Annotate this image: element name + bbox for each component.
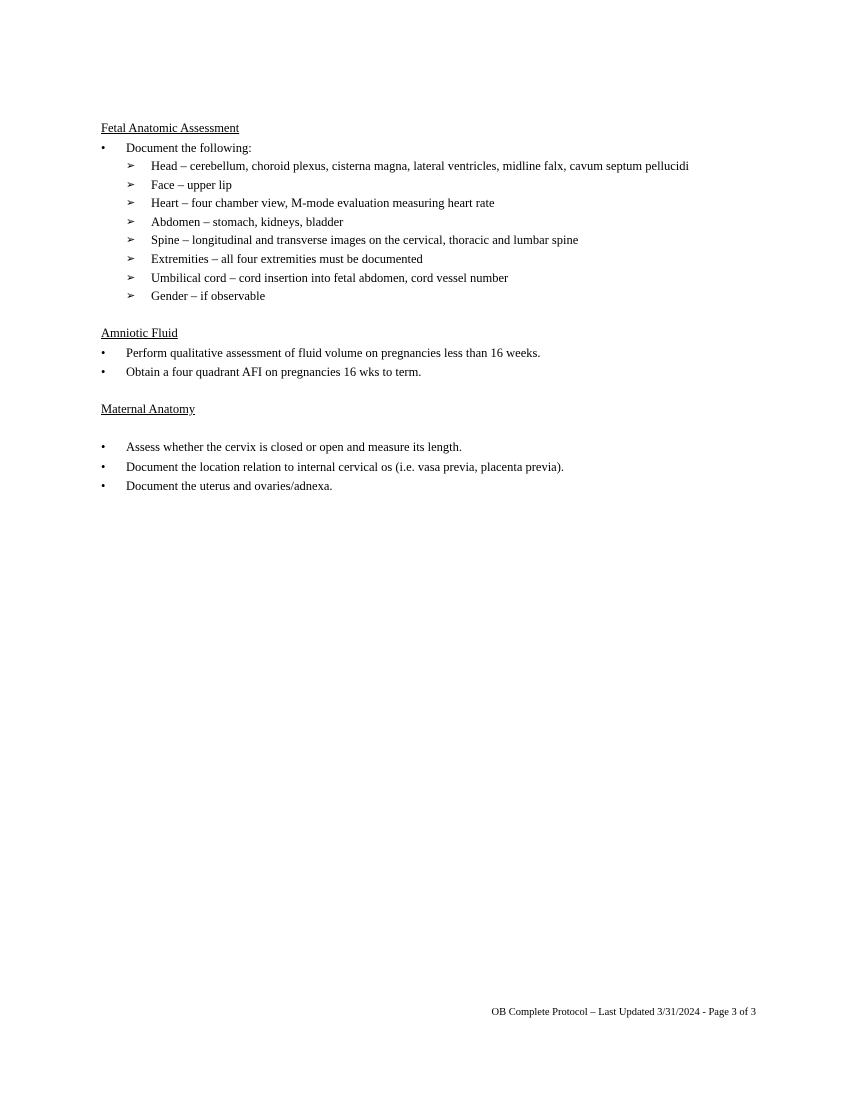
maternal-item-text: Document the uterus and ovaries/adnexa. (126, 479, 333, 493)
fetal-item-text: Spine – longitudinal and transverse images on the cervical, thoracic and lumbar spine (151, 233, 579, 247)
fetal-item-text: Umbilical cord – cord insertion into fetal abdomen, cord vessel number (151, 271, 509, 285)
bullet-icon: • (101, 479, 106, 493)
bullet-icon: • (101, 460, 106, 474)
arrow-bullet-icon: ➢ (126, 271, 136, 284)
fetal-section-heading: Fetal Anatomic Assessment (101, 121, 240, 135)
arrow-bullet-icon: ➢ (126, 159, 136, 172)
fetal-item-text: Face – upper lip (151, 178, 232, 192)
maternal-item-text: Assess whether the cervix is closed or open and measure its length. (126, 440, 463, 454)
arrow-bullet-icon: ➢ (126, 233, 136, 246)
bullet-icon: • (101, 440, 106, 454)
bullet-icon: • (101, 141, 106, 155)
bullet-icon: • (101, 346, 106, 360)
arrow-bullet-icon: ➢ (126, 178, 136, 191)
fetal-item-text: Heart – four chamber view, M-mode evaluation measuring heart rate (151, 196, 495, 210)
bullet-icon: • (101, 365, 106, 379)
fetal-item-text: Head – cerebellum, choroid plexus, cisterna magna, lateral ventricles, midline falx, cavum septum pellucidi (151, 159, 690, 173)
amniotic-item-text: Perform qualitative assessment of fluid volume on pregnancies less than 16 weeks. (126, 346, 541, 360)
amniotic-item-text: Obtain a four quadrant AFI on pregnancies 16 wks to term. (126, 365, 422, 379)
fetal-item-text: Gender – if observable (151, 289, 266, 303)
fetal-intro-text: Document the following: (126, 141, 252, 155)
fetal-item-text: Abdomen – stomach, kidneys, bladder (151, 215, 344, 229)
fetal-item-text: Extremities – all four extremities must be documented (151, 252, 423, 266)
arrow-bullet-icon: ➢ (126, 196, 136, 209)
maternal-item-text: Document the location relation to internal cervical os (i.e. vasa previa, placenta previa). (126, 460, 565, 474)
amniotic-section-heading: Amniotic Fluid (101, 326, 178, 340)
arrow-bullet-icon: ➢ (126, 215, 136, 228)
page-footer: OB Complete Protocol – Last Updated 3/31/2024 - Page 3 of 3 (491, 1007, 756, 1018)
maternal-section-heading: Maternal Anatomy (101, 402, 196, 416)
arrow-bullet-icon: ➢ (126, 289, 136, 302)
arrow-bullet-icon: ➢ (126, 252, 136, 265)
